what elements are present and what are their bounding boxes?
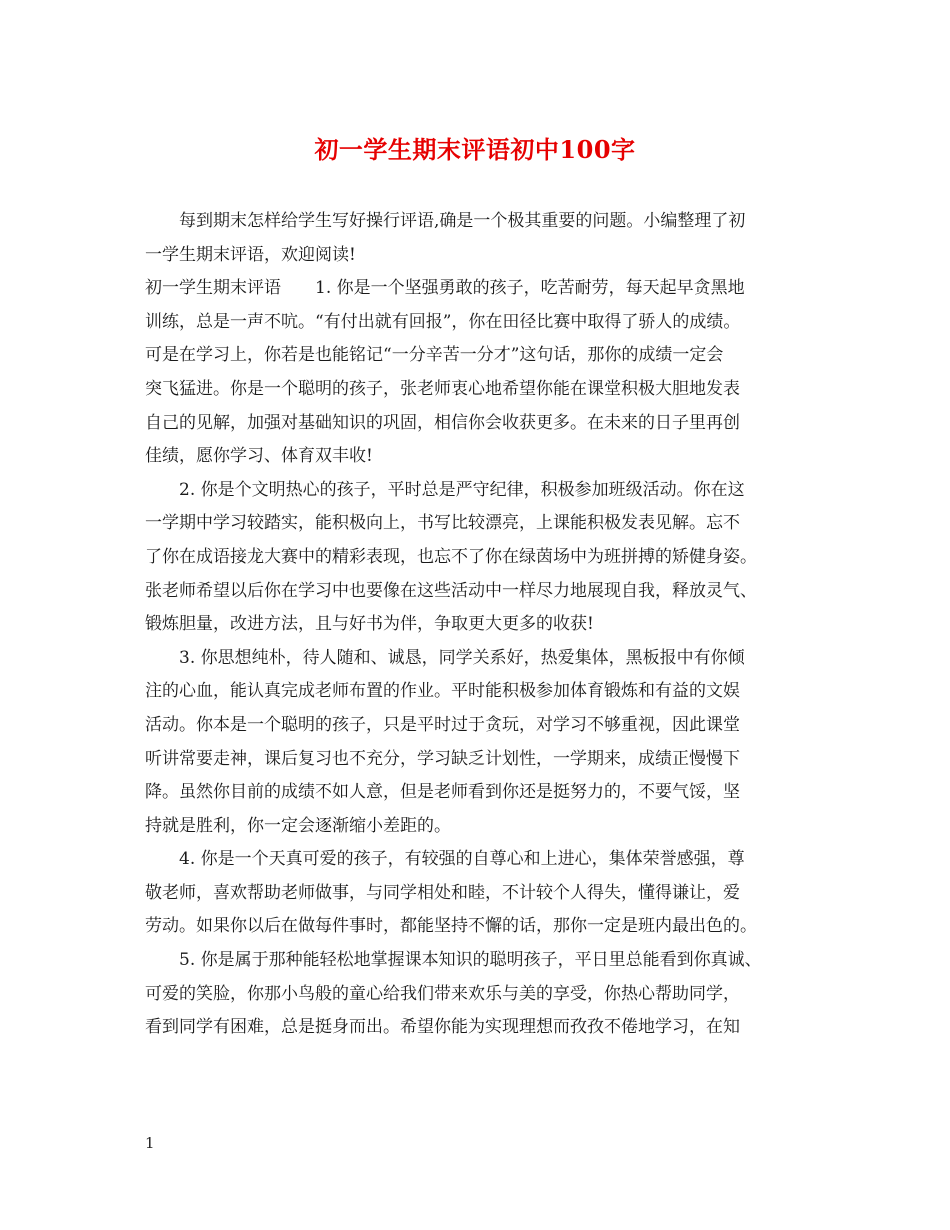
body-line: 了你在成语接龙大赛中的精彩表现，也忘不了你在绿茵场中为班拼搏的矫健身姿。: [145, 546, 757, 567]
document-title: 初一学生期末评语初中100字: [314, 135, 636, 164]
body-line: 佳绩，愿你学习、体育双丰收!: [145, 446, 373, 467]
body-line: 锻炼胆量，改进方法，且与好书为伴，争取更大更多的收获!: [145, 614, 594, 635]
body-line: 听讲常要走神，课后复习也不充分，学习缺乏计划性，一学期来，成绩正慢慢下: [145, 748, 740, 769]
body-line: 5. 你是属于那种能轻松地掌握课本知识的聪明孩子，平日里总能看到你真诚、: [179, 950, 762, 971]
body-line: 劳动。如果你以后在做每件事时，都能坚持不懈的话，那你一定是班内最出色的。: [145, 916, 757, 937]
body-line: 活动。你本是一个聪明的孩子，只是平时过于贪玩，对学习不够重视，因此课堂: [145, 714, 740, 735]
body-line: 突飞猛进。你是一个聪明的孩子，张老师衷心地希望你能在课堂积极大胆地发表: [145, 378, 740, 399]
document-body: [145, 205, 825, 1045]
body-line: 每到期末怎样给学生写好操行评语,确是一个极其重要的问题。小编整理了初: [179, 211, 746, 231]
body-line: 可爱的笑脸，你那小鸟般的童心给我们带来欢乐与美的享受，你热心帮助同学，: [145, 983, 740, 1004]
page-number: 1: [145, 1134, 155, 1152]
body-line: 敬老师，喜欢帮助老师做事，与同学相处和睦，不计较个人得失，懂得谦让，爱: [145, 882, 740, 903]
body-line: 降。虽然你目前的成绩不如人意，但是老师看到你还是挺努力的，不要气馁，坚: [145, 782, 740, 803]
body-line: 自己的见解，加强对基础知识的巩固，相信你会收获更多。在未来的日子里再创: [145, 412, 740, 433]
body-line: 看到同学有困难，总是挺身而出。希望你能为实现理想而孜孜不倦地学习，在知: [145, 1017, 740, 1038]
body-line: 注的心血，能认真完成老师布置的作业。平时能积极参加体育锻炼和有益的文娱: [145, 681, 740, 702]
body-line: 一学生期末评语，欢迎阅读!: [145, 244, 356, 265]
body-line: 可是在学习上，你若是也能铭记“一分辛苦一分才”这句话，那你的成绩一定会: [145, 345, 724, 366]
body-line: 4. 你是一个天真可爱的孩子，有较强的自尊心和上进心，集体荣誉感强，尊: [179, 849, 745, 870]
body-line: 张老师希望以后你在学习中也要像在这些活动中一样尽力地展现自我，释放灵气、: [145, 580, 757, 601]
body-line: 持就是胜利，你一定会逐渐缩小差距的。: [145, 815, 451, 836]
body-line: 训练，总是一声不吭。“有付出就有回报”，你在田径比赛中取得了骄人的成绩。: [145, 311, 741, 332]
body-line: 一学期中学习较踏实，能积极向上，书写比较漂亮，上课能积极发表见解。忘不: [145, 513, 740, 534]
body-line: 3. 你思想纯朴，待人随和、诚恳，同学关系好，热爱集体，黑板报中有你倾: [179, 647, 745, 668]
body-line: 2. 你是个文明热心的孩子，平时总是严守纪律，积极参加班级活动。你在这: [179, 479, 745, 500]
body-line: 初一学生期末评语 1. 你是一个坚强勇敢的孩子，吃苦耐劳，每天起早贪黑地: [145, 278, 745, 299]
